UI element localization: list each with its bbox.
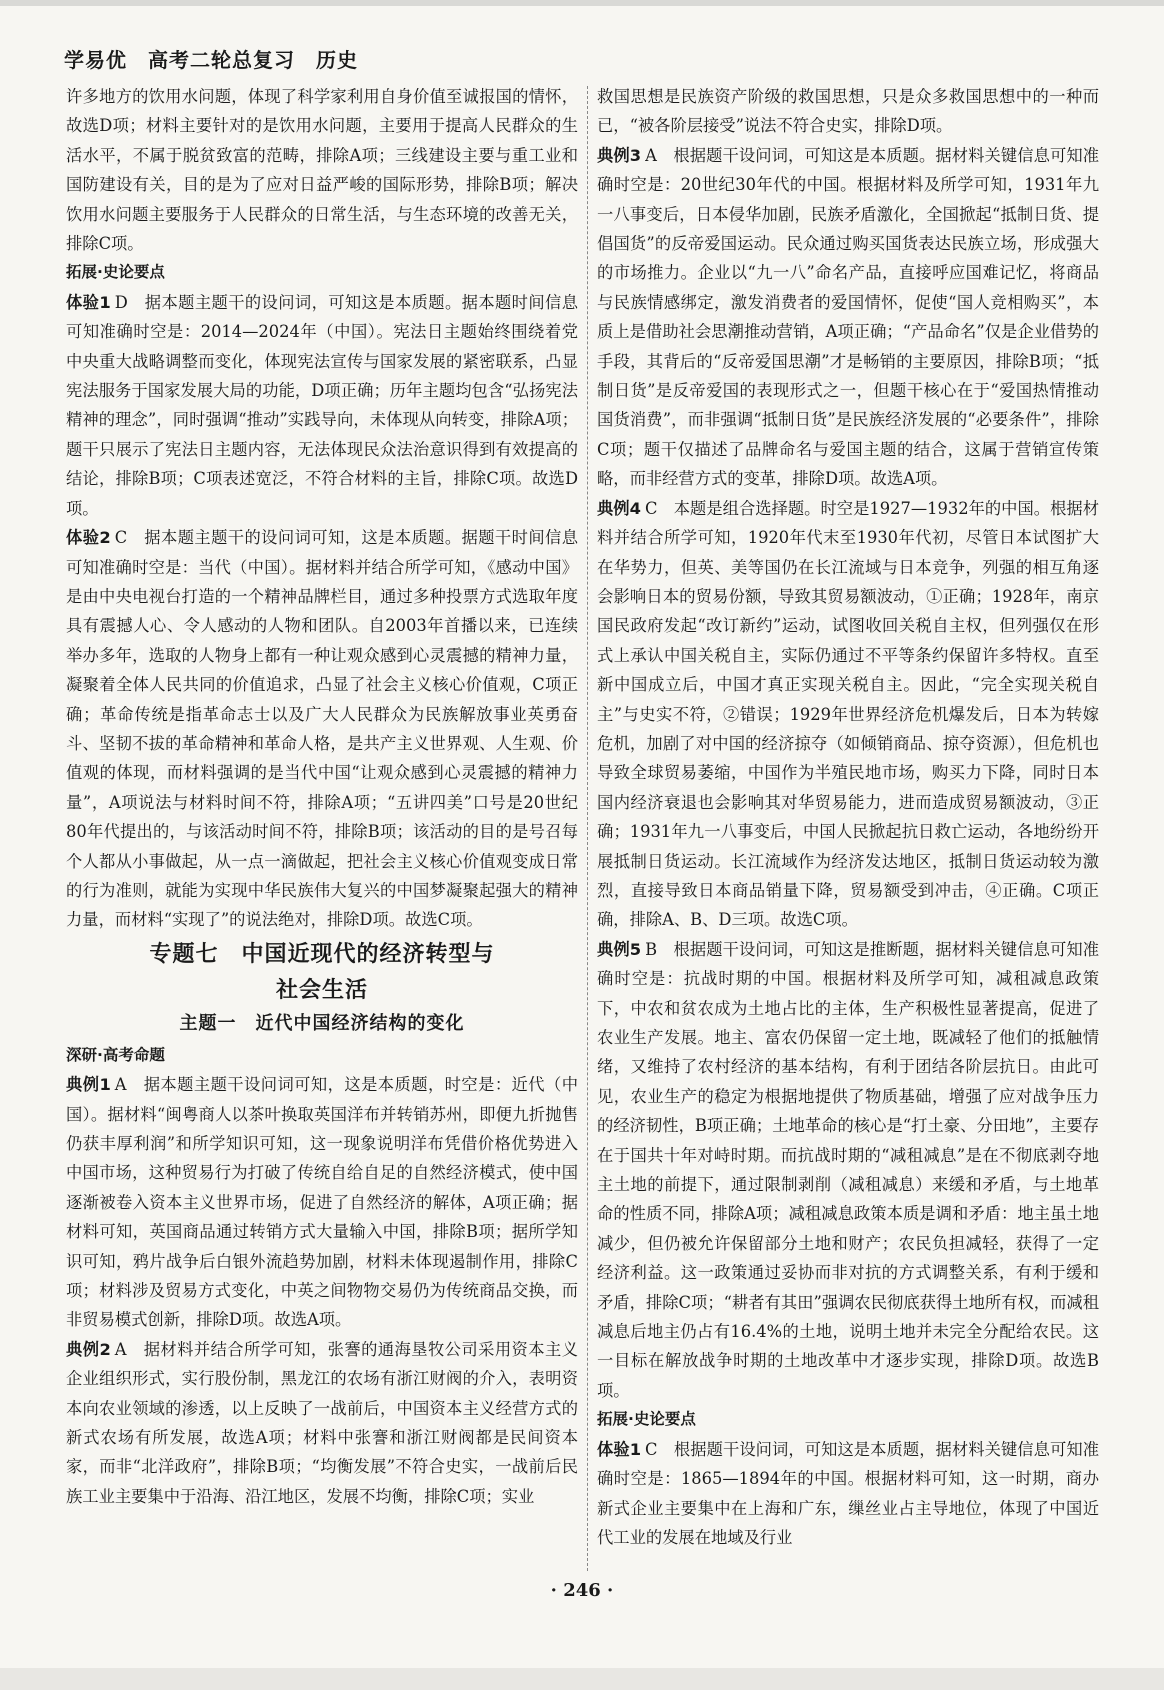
example-label: 典例5 [597, 939, 642, 959]
top-edge-band [0, 0, 1164, 6]
example-label: 典例1 [66, 1075, 111, 1095]
paragraph-text: 救国思想是民族资产阶级的救国思想，只是众多救国思想中的一种而已，“被各阶层接受”说法不符合史实，排除D项。 [597, 87, 1099, 136]
paragraph [597, 141, 1099, 494]
paragraph [66, 82, 578, 258]
paragraph-text: C 根据题干设问词，可知这是本质题，据材料关键信息可知准确时空是：1865—1894年的中国。根据材料可知，这一时期，商办新式企业主要集中在上海和广东，缫丝业占主导地位，体现了中国近代工业的发展在地域及行业 [597, 1439, 1099, 1547]
example-label: 典例4 [597, 498, 641, 518]
example-label: 体验1 [597, 1439, 642, 1459]
example-label: 典例2 [66, 1339, 111, 1359]
paragraph [597, 1435, 1099, 1553]
paragraph [597, 935, 1099, 1406]
paragraph-text: A 根据题干设问词，可知这是本质题。据材料关键信息可知准确时空是：20世纪30年代的中国。根据材料及所学可知，1931年九一八事变后，日本侵华加剧，民族矛盾激化，全国掀起“抵制日货、提倡国货”的反帝爱国运动。民众通过购买国货表达民族立场，形成强大的市场推力。企业以“九一八”命名产品，直接呼应国难记忆，将商品与民族情感绑定，激发消费者的爱国情怀，促使“国人竞相购买”，本质上是借助社会思潮推动营销，A项正确；“产品命名”仅是企业借势的手段，其背后的“反帝爱国思潮”才是畅销的主要原因，排除B项；“抵制日货”是反帝爱国的表现形式之一，但题干核心在于“爱国热情推动国货消费”，而非强调“抵制日货”是民族经济发展的“必要条件”，排除C项；题干仅描述了品牌命名与爱国主题的结合，这属于营销宣传策略，而非经营方式的变革，排除D项。故选A项。 [597, 145, 1099, 489]
paragraph [66, 523, 578, 935]
section-heading: 拓展·史论要点 [597, 1410, 696, 1429]
paragraph-text: D 据本题主题干的设问词，可知这是本质题。据本题时间信息可知准确时空是：2014—2024年（中国）。宪法日主题始终围绕着党中央重大战略调整而变化，体现宪法宣传与国家发展的紧密联系，凸显宪法服务于国家发展大局的功能，D项正确；历年主题均包含“弘扬宪法精神的理念”，同时强调“推动”实践导向，未体现从向转变，排除A项；题干只展示了宪法日主题内容，无法体现民众法治意识得到有效提高的结论，排除B项；C项表述宽泛，不符合材料的主旨，排除C项。故选D项。 [66, 292, 578, 518]
left-column [66, 82, 578, 1511]
right-column [597, 82, 1099, 1552]
paragraph-text: C 本题是组合选择题。时空是1927—1932年的中国。根据材料并结合所学可知，1920年代末至1930年代初，尽管日本试图扩大在华势力，但英、美等国仍在长江流域与日本竞争，列强的相互角逐会影响日本的贸易份额，导致其贸易额波动，①正确；1928年，南京国民政府发起“改订新约”运动，试图收回关税自主权，但列强仅在形式上承认中国关税自主，实际仍通过不平等条约保留许多特权。直至新中国成立后，中国才真正实现关税自主。因此，“完全实现关税自主”与史实不符，②错误；1929年世界经济危机爆发后，日本为转嫁危机，加剧了对中国的经济掠夺（如倾销商品、掠夺资源），但危机也导致全球贸易萎缩，中国作为半殖民地市场，购买力下降，同时日本国内经济衰退也会影响其对华贸易能力，进而造成贸易额波动，③正确；1931年九一八事变后，中国人民掀起抗日救亡运动，各地纷纷开展抵制日货运动。长江流域作为经济发达地区，抵制日货运动较为激烈，直接导致日本商品销量下降，贸易额受到冲击，④正确。C项正确，排除A、B、D三项。故选C项。 [597, 498, 1099, 930]
section-heading: 拓展·史论要点 [66, 263, 165, 282]
paragraph [597, 82, 1099, 141]
bottom-edge-band [0, 1668, 1164, 1690]
theme-title: 主题一 近代中国经济结构的变化 [179, 1012, 465, 1034]
header-title: 学易优 高考二轮总复习 历史 [64, 48, 358, 72]
paragraph-text: 许多地方的饮用水问题，体现了科学家利用自身价值至诚报国的情怀，故选D项；材料主要针对的是饮用水问题，主要用于提高人民群众的生活水平，不属于脱贫致富的范畴，排除A项；三线建设主要与重工业和国防建设有关，目的是为了应对日益严峻的国际形势，排除B项；解决饮用水问题主要服务于人民群众的日常生活，与生态环境的改善无关，排除C项。 [66, 87, 578, 254]
chapter-title: 社会生活 [275, 977, 368, 1003]
section-heading: 深研·高考命题 [66, 1045, 165, 1064]
paragraph-text: B 根据题干设问词，可知这是推断题，据材料关键信息可知准确时空是：抗战时期的中国。根据材料及所学可知，减租减息政策下，中农和贫农成为土地占比的主体，生产积极性显著提高，促进了农业生产发展。地主、富农仍保留一定土地，既减轻了他们的抵触情绪，又维持了农村经济的基本结构，有利于团结各阶层抗日。由此可见，农业生产的稳定为根据地提供了物质基础，增强了应对战争压力的经济韧性，B项正确；土地革命的核心是“打土豪、分田地”，主要存在于国共十年对峙时期。而抗战时期的“减租减息”是在不彻底剥夺地主土地的前提下，通过限制剥削（减租减息）来缓和矛盾，与土地革命的性质不同，排除A项；减租减息政策本质是调和矛盾：地主虽土地减少，但仍被允许保留部分土地和财产；农民负担减轻，获得了一定经济利益。这一政策通过妥协而非对抗的方式调整关系，有利于缓和矛盾，排除C项；“耕者有其田”强调农民彻底获得土地所有权，而减租减息后地主仍占有16.4%的土地，说明土地并未完全分配给农民。这一目标在解放战争时期的土地改革中才逐步实现，排除D项。故选B项。 [597, 939, 1099, 1400]
page-header [64, 20, 1124, 72]
paragraph-text: A 据材料并结合所学可知，张謇的通海垦牧公司采用资本主义企业组织形式，实行股份制，黑龙江的农场有浙江财阀的介入，表明资本向农业领域的渗透，以上反映了一战前后，中国资本主义经营方式的新式农场有所发展，故选A项；材料中张謇和浙江财阀都是民间资本家，而非“北洋政府”，排除B项；“均衡发展”不符合史实，一战前后民族工业主要集中于沿海、沿江地区，发展不均衡，排除C项；实业 [66, 1339, 578, 1506]
example-label: 典例3 [597, 145, 642, 165]
paragraph-text: A 据本题主题干设问词可知，这是本质题，时空是：近代（中国）。据材料“闽粤商人以茶叶换取英国洋布并转销苏州，即便九折抛售仍获丰厚利润”和所学知识可知，这一现象说明洋布凭借价格优势进入中国市场，这种贸易行为打破了传统自给自足的自然经济模式，使中国逐渐被卷入资本主义世界市场，促进了自然经济的解体，A项正确；据材料可知，英国商品通过转销方式大量输入中国，排除B项；据所学知识可知，鸦片战争后白银外流趋势加剧，材料未体现遏制作用，排除C项；材料涉及贸易方式变化，中英之间物物交易仍为传统商品交换，而非贸易模式创新，排除D项。故选A项。 [66, 1075, 578, 1330]
paragraph [66, 288, 578, 523]
chapter-title: 专题七 中国近现代的经济转型与 [149, 941, 495, 967]
page-number: · 246 · [550, 1580, 614, 1601]
paragraph [597, 494, 1099, 935]
paragraph [66, 1335, 578, 1511]
example-label: 体验1 [66, 292, 111, 312]
paragraph [66, 1070, 578, 1335]
paragraph-text: C 据本题主题干的设问词可知，这是本质题。据题干时间信息可知准确时空是：当代（中国）。据材料并结合所学可知，《感动中国》是由中央电视台打造的一个精神品牌栏目，通过多种投票方式选取年度具有震撼人心、令人感动的人物和团队。自2003年首播以来，已连续举办多年，选取的人物身上都有一种让观众感到心灵震撼的精神力量，凝聚着全体人民共同的价值追求，凸显了社会主义核心价值观，C项正确；革命传统是指革命志士以及广大人民群众为民族解放事业英勇奋斗、坚韧不拔的革命精神和革命人格，是共产主义世界观、人生观、价值观的体现，而材料强调的是当代中国“让观众感到心灵震撼的精神力量”，A项说法与材料时间不符，排除A项；“五讲四美”口号是20世纪80年代提出的，与该活动时间不符，排除B项；该活动的目的是号召每个人都从小事做起，从一点一滴做起，把社会主义核心价值观变成日常的行为准则，就能为实现中华民族伟大复兴的中国梦凝聚起强大的精神力量，而材料“实现了”的说法绝对，排除D项。故选C项。 [66, 528, 578, 930]
example-label: 体验2 [66, 528, 111, 548]
column-divider [587, 86, 588, 1571]
